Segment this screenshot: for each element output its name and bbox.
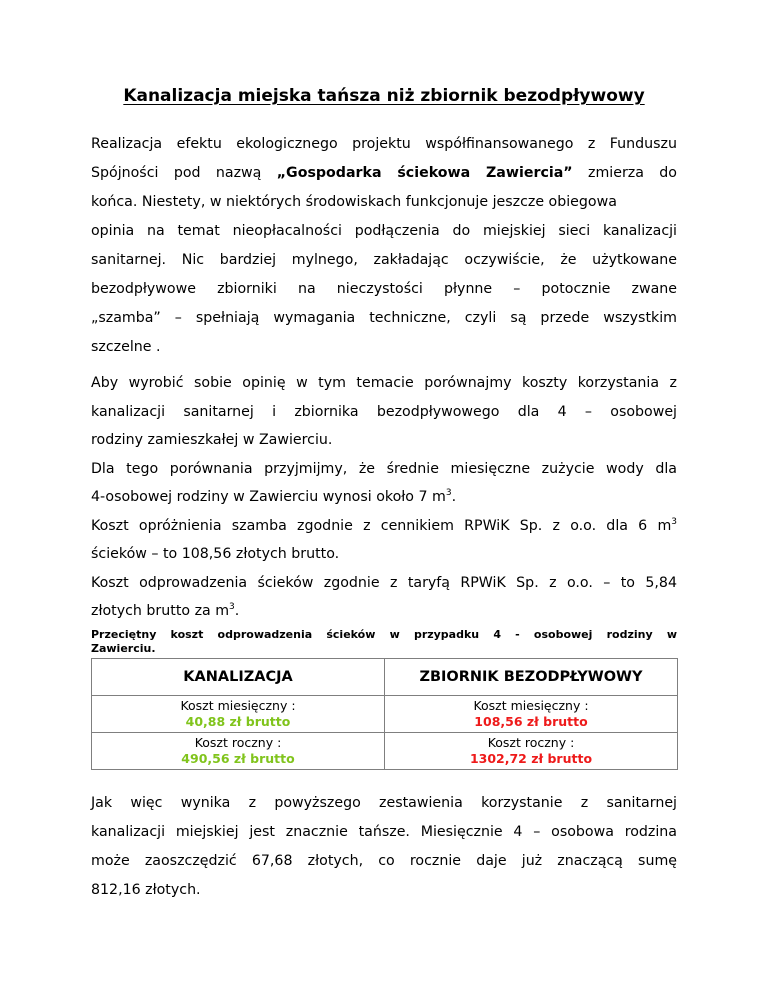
paragraph-line: „szamba” – spełniają wymagania techniczne, czyli są przede wszystkim [91,310,677,326]
paragraph-line: sanitarnej. Nic bardziej mylnego, zakładając oczywiście, że użytkowane [91,252,677,268]
cell-label: Koszt miesięczny : [180,698,296,713]
table-row [92,733,678,770]
cell-label: Koszt miesięczny : [473,698,589,713]
paragraph-line: Realizacja efektu ekologicznego projektu współfinansowanego z Funduszu [91,136,677,152]
column-header-tank: ZBIORNIK BEZODPŁYWOWY [385,659,678,696]
table-caption: Przeciętny koszt odprowadzenia ścieków w przypadku 4 - osobowej rodziny w Zawierciu. [91,628,677,655]
paragraph-line: opinia na temat nieopłacalności podłączenia do miejskiej sieci kanalizacji [91,223,677,239]
paragraph-line: ścieków – to 108,56 złotych brutto. [91,546,340,562]
paragraph-line: szczelne . [91,339,161,355]
cell-value: 40,88 zł brutto [185,714,291,729]
paragraph-line: bezodpływowe zbiorniki na nieczystości płynne – potocznie zwane [91,281,677,297]
paragraph-line: 4-osobowej rodziny w Zawierciu wynosi około 7 $m^3$. [91,488,457,505]
cost-comparison-table [91,658,678,770]
paragraph-line: 812,16 złotych. [91,882,201,898]
paragraph-line: Spójności pod nazwą „Gospodarka ściekowa Zawiercia” zmierza do [91,165,677,181]
document-title: Kanalizacja miejska tańsza niż zbiornik bezodpływowy [123,86,645,106]
paragraph-intro [91,130,677,362]
paragraph-line: końca. Niestety, w niektórych środowiskach funkcjonuje jeszcze obiegowa [91,194,617,210]
paragraph-line: może zaoszczędzić 67,68 złotych, co rocznie daje już znaczącą sumę [91,853,677,869]
monthly-cost-tank [385,696,678,733]
paragraph-line: Aby wyrobić sobie opinię w tym temacie porównajmy koszty korzystania z [91,375,677,391]
paragraph-line: Dla tego porównania przyjmijmy, że średnie miesięczne zużycie wody dla [91,460,677,477]
monthly-cost-sewer [92,696,385,733]
column-header-sewer: KANALIZACJA [92,659,385,696]
paragraph-line: Koszt odprowadzenia ścieków zgodnie z taryfą RPWiK Sp. z o.o. – to 5,84 [91,574,677,591]
cell-label: Koszt roczny : [194,735,282,750]
paragraph-line: rodziny zamieszkałej w Zawierciu. [91,432,333,448]
paragraph-conclusion [91,789,677,905]
paragraph-line: kanalizacji sanitarnej i zbiornika bezodpływowego dla 4 – osobowej [91,403,677,420]
table-row [92,696,678,733]
cell-value: 490,56 zł brutto [181,751,295,766]
cell-label: Koszt roczny : [487,735,575,750]
cell-value: 108,56 zł brutto [474,714,588,729]
paragraph-line: Jak więc wynika z powyższego zestawienia korzystanie z sanitarnej [91,795,677,811]
yearly-cost-sewer [92,733,385,770]
paragraph-line: Koszt opróżnienia szamba zgodnie z cennikiem RPWiK Sp. z o.o. dla 6 $m^3$ [91,516,677,534]
project-name: „Gospodarka ściekowa Zawiercia” [276,165,573,181]
paragraph-line: złotych brutto za $m^3$. [91,602,240,619]
paragraph-comparison [91,369,677,626]
table-header-row [92,659,678,696]
paragraph-line: kanalizacji miejskiej jest znacznie tańsze. Miesięcznie 4 – osobowa rodzina [91,824,677,840]
yearly-cost-tank [385,733,678,770]
cell-value: 1302,72 zł brutto [469,751,593,766]
